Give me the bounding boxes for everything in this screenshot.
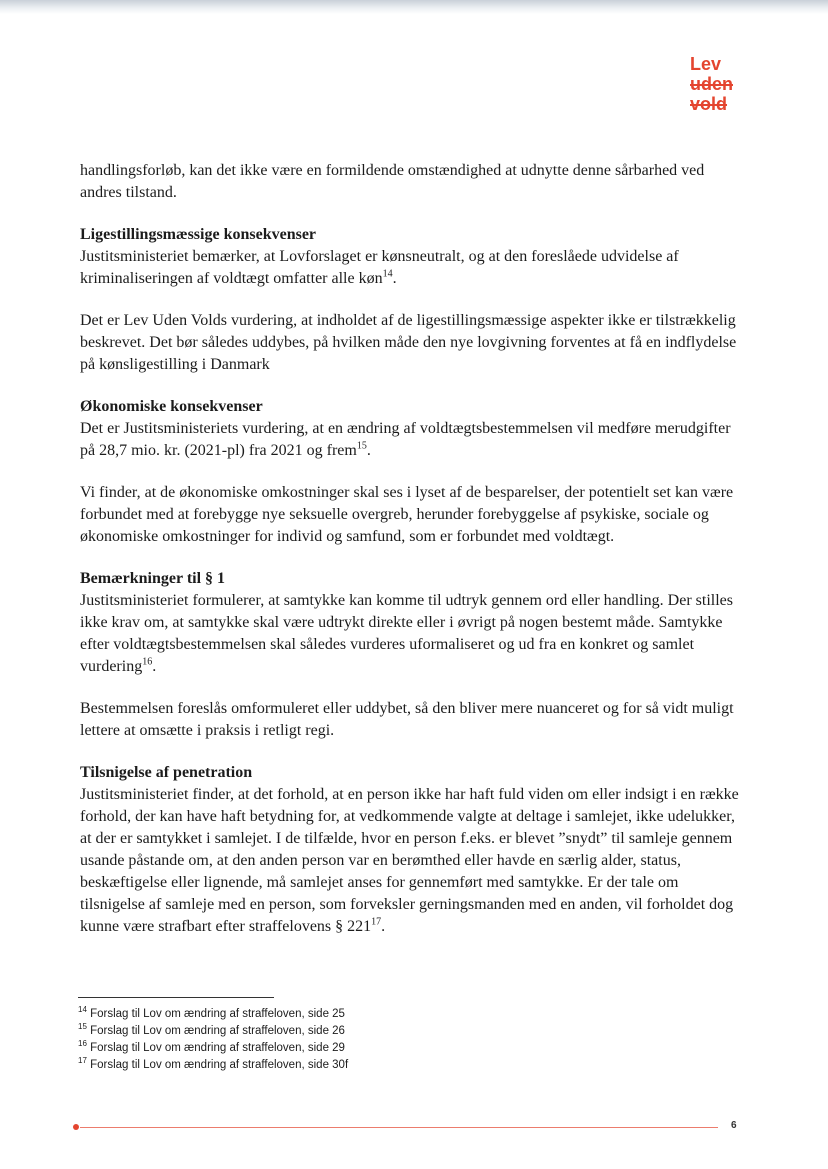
page-number: 6 xyxy=(731,1120,737,1131)
paragraph-bemaerkninger-1: Justitsministeriet formulerer, at samtykke kan komme til udtryk gennem ord eller handling. Der stilles ikke krav om, at samtykke skal være udtrykt direkte eller i øvrigt på nogen bestemt måde. Samtykke efter voldtægtsbestemmelsen skal således vurderes uformaliseret og ud fra en konkret og samlet vurdering$^{16}$. xyxy=(80,592,733,675)
paragraph-ligestilling-1: Justitsministeriet bemærker, at Lovforslaget er kønsneutralt, og at den foreslåede udvidelse af kriminaliseringen af voldtægt omfatter alle køn$^{14}$. xyxy=(80,248,679,287)
paragraph-intro: handlingsforløb, kan det ikke være en formildende omstændighed at udnytte denne sårbarhed ved andres tilstand. xyxy=(80,162,705,201)
heading-oekonomi: Økonomiske konsekvenser xyxy=(80,398,263,415)
heading-tilsnigelse: Tilsnigelse af penetration xyxy=(80,764,253,781)
scan-edge xyxy=(0,0,828,14)
logo-line-vold: vold xyxy=(690,94,728,114)
paragraph-oekonomi-1: Det er Justitsministeriets vurdering, at en ændring af voldtægtsbestemmelsen vil medføre merudgifter på 28,7 mio. kr. (2021-pl) fra 2021 og frem$^{15}$. xyxy=(80,420,731,459)
footnote-ref-16[interactable]: 16 xyxy=(142,656,153,668)
paragraph-oekonomi-2: Vi finder, at de økonomiske omkostninger skal ses i lyset af de besparelser, der potentielt set kan være forbundet med at forebygge nye seksuelle overgreb, herunder forebyggelse af psykiske, sociale og økonomiske omkostninger for individ og samfund, som er forbundet med voldtægt. xyxy=(80,484,734,545)
heading-ligestilling: Ligestillingsmæssige konsekvenser xyxy=(80,226,317,243)
document-body xyxy=(80,160,740,938)
footnote-15: $^{15}$ Forslag til Lov om ændring af straffeloven, side 26 xyxy=(78,1022,345,1037)
lev-uden-vold-logo xyxy=(690,54,733,114)
paragraph-bemaerkninger-2: Bestemmelsen foreslås omformuleret eller uddybet, så den bliver mere nuanceret og for så vidt muligt lettere at omsætte i praksis i retligt regi. xyxy=(80,700,734,739)
logo-line-lev: Lev xyxy=(690,54,722,74)
footnote-ref-17[interactable]: 17 xyxy=(371,916,382,928)
footnote-ref-15[interactable]: 15 xyxy=(356,440,367,452)
footnote-14: $^{14}$ Forslag til Lov om ændring af straffeloven, side 25 xyxy=(78,1005,345,1020)
footnote-17: $^{17}$ Forslag til Lov om ændring af straffeloven, side 30f xyxy=(78,1056,349,1071)
heading-bemaerkninger: Bemærkninger til § 1 xyxy=(80,570,226,587)
footnotes xyxy=(78,1006,478,1074)
footnote-16: $^{16}$ Forslag til Lov om ændring af straffeloven, side 29 xyxy=(78,1039,345,1054)
footnote-separator xyxy=(78,997,274,998)
footer-line xyxy=(80,1127,718,1128)
logo-line-uden: uden xyxy=(690,74,733,94)
footer-dot xyxy=(73,1124,79,1130)
paragraph-ligestilling-2: Det er Lev Uden Volds vurdering, at indholdet af de ligestillingsmæssige aspekter ikke er tilstrækkelig beskrevet. Det bør således uddybes, på hvilken måde den nye lovgivning forventes at få en indflydelse på kønsligestilling i Danmark xyxy=(80,312,737,373)
paragraph-tilsnigelse-1: Justitsministeriet finder, at det forhold, at en person ikke har haft fuld viden om eller indsigt i en række forhold, der kan have haft betydning for, at vedkommende valgte at deltage i samlejet, ikke udelukker, at der er samtykket i samlejet. I de tilfælde, hvor en person f.eks. er blevet ”snydt” til samleje gennem usande påstande om, at den anden person var en berømthed eller havde en særlig alder, status, beskæftigelse eller lignende, må samlejet anses for gennemført med samtykke. Er der tale om tilsnigelse af samleje med en person, som forveksler gerningsmanden med en anden, vil forholdet dog kunne være strafbart efter straffelovens § $221^{17}$. xyxy=(80,786,739,935)
footnote-ref-14[interactable]: 14 xyxy=(382,268,393,280)
